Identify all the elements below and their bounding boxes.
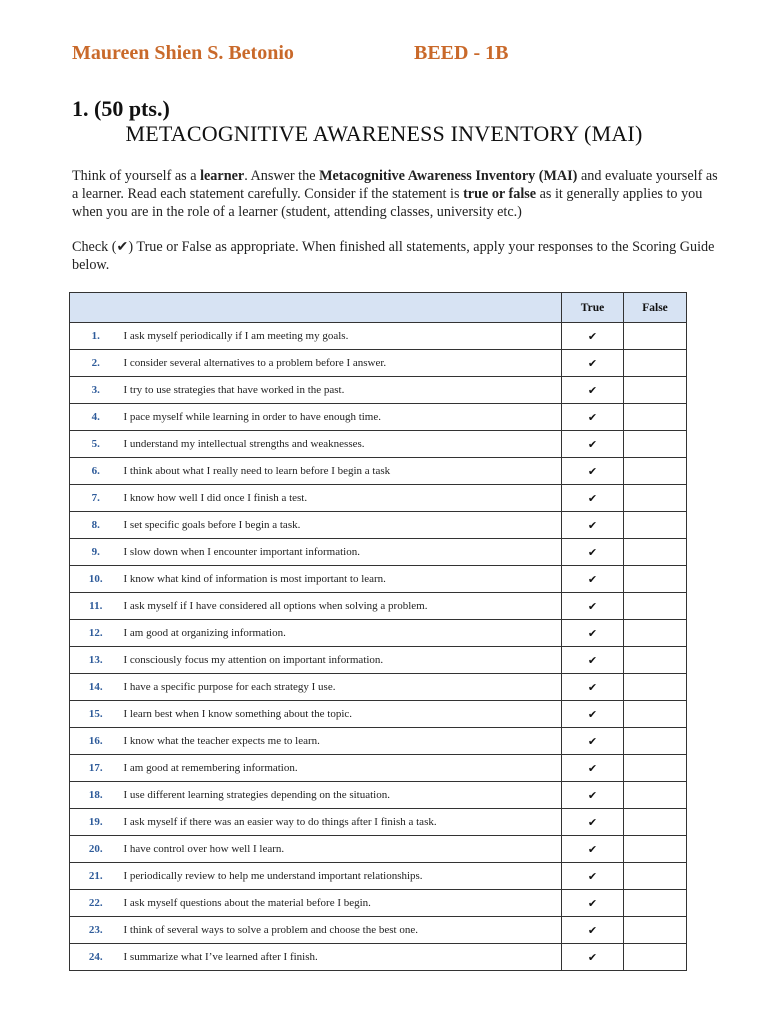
table-row [70,566,687,593]
false-checkbox-cell[interactable] [624,593,687,620]
table-row [70,323,687,350]
true-checkbox-cell[interactable]: ✔ [562,944,624,971]
table-row [70,539,687,566]
true-column-header: True [562,293,624,323]
statement-number: 13. [70,647,122,674]
table-row [70,431,687,458]
false-checkbox-cell[interactable] [624,458,687,485]
statement-number: 6. [70,458,122,485]
statement-text: I pace myself while learning in order to have enough time. [122,404,562,431]
true-checkbox-cell[interactable]: ✔ [562,458,624,485]
false-checkbox-cell[interactable] [624,782,687,809]
true-checkbox-cell[interactable]: ✔ [562,647,624,674]
student-section: BEED - 1B [414,42,509,64]
intro-text-3: and evaluate yourself as a learner. Read each statement carefully. Consider if the statement is [72,168,718,202]
false-checkbox-cell[interactable] [624,863,687,890]
false-checkbox-cell[interactable] [624,377,687,404]
statement-text: I know how well I did once I finish a test. [122,485,562,512]
statement-text: I consider several alternatives to a problem before I answer. [122,350,562,377]
true-checkbox-cell[interactable]: ✔ [562,728,624,755]
statement-text: I know what kind of information is most important to learn. [122,566,562,593]
table-row [70,728,687,755]
false-checkbox-cell[interactable] [624,485,687,512]
statement-header [70,293,562,323]
false-checkbox-cell[interactable] [624,350,687,377]
true-checkbox-cell[interactable]: ✔ [562,377,624,404]
table-row [70,377,687,404]
true-checkbox-cell[interactable]: ✔ [562,539,624,566]
instructions-paragraph: Check (✔) True or False as appropriate. When finished all statements, apply your responses to the Scoring Guide below. [72,239,715,273]
table-row [70,350,687,377]
false-checkbox-cell[interactable] [624,890,687,917]
true-checkbox-cell[interactable]: ✔ [562,674,624,701]
statement-text: I summarize what I’ve learned after I finish. [122,944,562,971]
false-checkbox-cell[interactable] [624,809,687,836]
false-checkbox-cell[interactable] [624,431,687,458]
intro-text-1: Think of yourself as a [72,168,201,184]
statement-text: I ask myself if there was an easier way to do things after I finish a task. [122,809,562,836]
false-checkbox-cell[interactable] [624,323,687,350]
true-checkbox-cell[interactable]: ✔ [562,485,624,512]
statement-number: 14. [70,674,122,701]
true-checkbox-cell[interactable]: ✔ [562,809,624,836]
statement-text: I am good at organizing information. [122,620,562,647]
statement-number: 11. [70,593,122,620]
true-checkbox-cell[interactable]: ✔ [562,782,624,809]
false-checkbox-cell[interactable] [624,944,687,971]
statement-number: 18. [70,782,122,809]
true-checkbox-cell[interactable]: ✔ [562,620,624,647]
table-row [70,458,687,485]
table-row [70,917,687,944]
false-checkbox-cell[interactable] [624,404,687,431]
statement-text: I slow down when I encounter important information. [122,539,562,566]
statement-number: 22. [70,890,122,917]
false-checkbox-cell[interactable] [624,674,687,701]
statement-number: 8. [70,512,122,539]
statement-text: I try to use strategies that have worked in the past. [122,377,562,404]
statement-text: I set specific goals before I begin a task. [122,512,562,539]
statement-text: I think about what I really need to learn before I begin a task [122,458,562,485]
false-checkbox-cell[interactable] [624,836,687,863]
false-checkbox-cell[interactable] [624,566,687,593]
false-checkbox-cell[interactable] [624,647,687,674]
statement-text: I learn best when I know something about the topic. [122,701,562,728]
statement-number: 20. [70,836,122,863]
table-row [70,512,687,539]
statement-number: 10. [70,566,122,593]
statement-number: 12. [70,620,122,647]
statement-number: 9. [70,539,122,566]
true-checkbox-cell[interactable]: ✔ [562,701,624,728]
false-checkbox-cell[interactable] [624,512,687,539]
table-row [70,944,687,971]
intro-text-2: . Answer the [244,168,320,184]
table-row [70,485,687,512]
true-checkbox-cell[interactable]: ✔ [562,431,624,458]
intro-paragraph [72,167,722,221]
statement-text: I ask myself periodically if I am meeting my goals. [122,323,562,350]
statement-text: I periodically review to help me understand important relationships. [122,863,562,890]
statement-text: I understand my intellectual strengths and weaknesses. [122,431,562,458]
true-checkbox-cell[interactable]: ✔ [562,323,624,350]
false-checkbox-cell[interactable] [624,728,687,755]
question-number: 1. (50 pts.) [72,96,170,121]
statement-number: 16. [70,728,122,755]
true-checkbox-cell[interactable]: ✔ [562,863,624,890]
false-checkbox-cell[interactable] [624,917,687,944]
statement-number: 4. [70,404,122,431]
intro-bold-1: learner [200,168,245,184]
statement-number: 15. [70,701,122,728]
statement-number: 24. [70,944,122,971]
table-row [70,674,687,701]
mai-table [69,292,687,971]
false-checkbox-cell[interactable] [624,755,687,782]
statement-text: I consciously focus my attention on important information. [122,647,562,674]
statement-number: 7. [70,485,122,512]
false-checkbox-cell[interactable] [624,620,687,647]
table-row [70,593,687,620]
statement-number: 19. [70,809,122,836]
statement-number: 3. [70,377,122,404]
intro-text-4: as it generally applies to you when you are in the role of a learner (student, attending classes, university etc.) [72,186,703,220]
intro-bold-2: Metacognitive Awareness Inventory (MAI) [319,168,578,184]
false-checkbox-cell[interactable] [624,539,687,566]
table-row [70,809,687,836]
true-checkbox-cell[interactable]: ✔ [562,593,624,620]
true-checkbox-cell[interactable]: ✔ [562,350,624,377]
document-header [72,42,712,70]
true-checkbox-cell[interactable]: ✔ [562,755,624,782]
false-checkbox-cell[interactable] [624,701,687,728]
table-row [70,620,687,647]
student-name: Maureen Shien S. Betonio [72,42,294,64]
statement-text: I ask myself questions about the material before I begin. [122,890,562,917]
true-checkbox-cell[interactable]: ✔ [562,566,624,593]
statement-number: 1. [70,323,122,350]
table-row [70,863,687,890]
statement-text: I know what the teacher expects me to learn. [122,728,562,755]
statement-text: I have a specific purpose for each strategy I use. [122,674,562,701]
statement-number: 2. [70,350,122,377]
statement-text: I think of several ways to solve a problem and choose the best one. [122,917,562,944]
statement-number: 21. [70,863,122,890]
statement-text: I use different learning strategies depending on the situation. [122,782,562,809]
table-row [70,890,687,917]
statement-number: 5. [70,431,122,458]
true-checkbox-cell[interactable]: ✔ [562,836,624,863]
statement-text: I have control over how well I learn. [122,836,562,863]
table-row [70,782,687,809]
intro-bold-3: true or false [463,186,537,202]
table-row [70,755,687,782]
true-checkbox-cell[interactable]: ✔ [562,404,624,431]
document-title: METACOGNITIVE AWARENESS INVENTORY (MAI) [125,121,643,146]
statement-text: I am good at remembering information. [122,755,562,782]
statement-number: 17. [70,755,122,782]
statement-number: 23. [70,917,122,944]
statement-text: I ask myself if I have considered all options when solving a problem. [122,593,562,620]
table-row [70,701,687,728]
false-column-header: False [624,293,687,323]
table-header-row [70,293,687,323]
true-checkbox-cell[interactable]: ✔ [562,917,624,944]
true-checkbox-cell[interactable]: ✔ [562,890,624,917]
table-row [70,836,687,863]
table-row [70,404,687,431]
mai-table-body [70,323,687,971]
table-row [70,647,687,674]
true-checkbox-cell[interactable]: ✔ [562,512,624,539]
